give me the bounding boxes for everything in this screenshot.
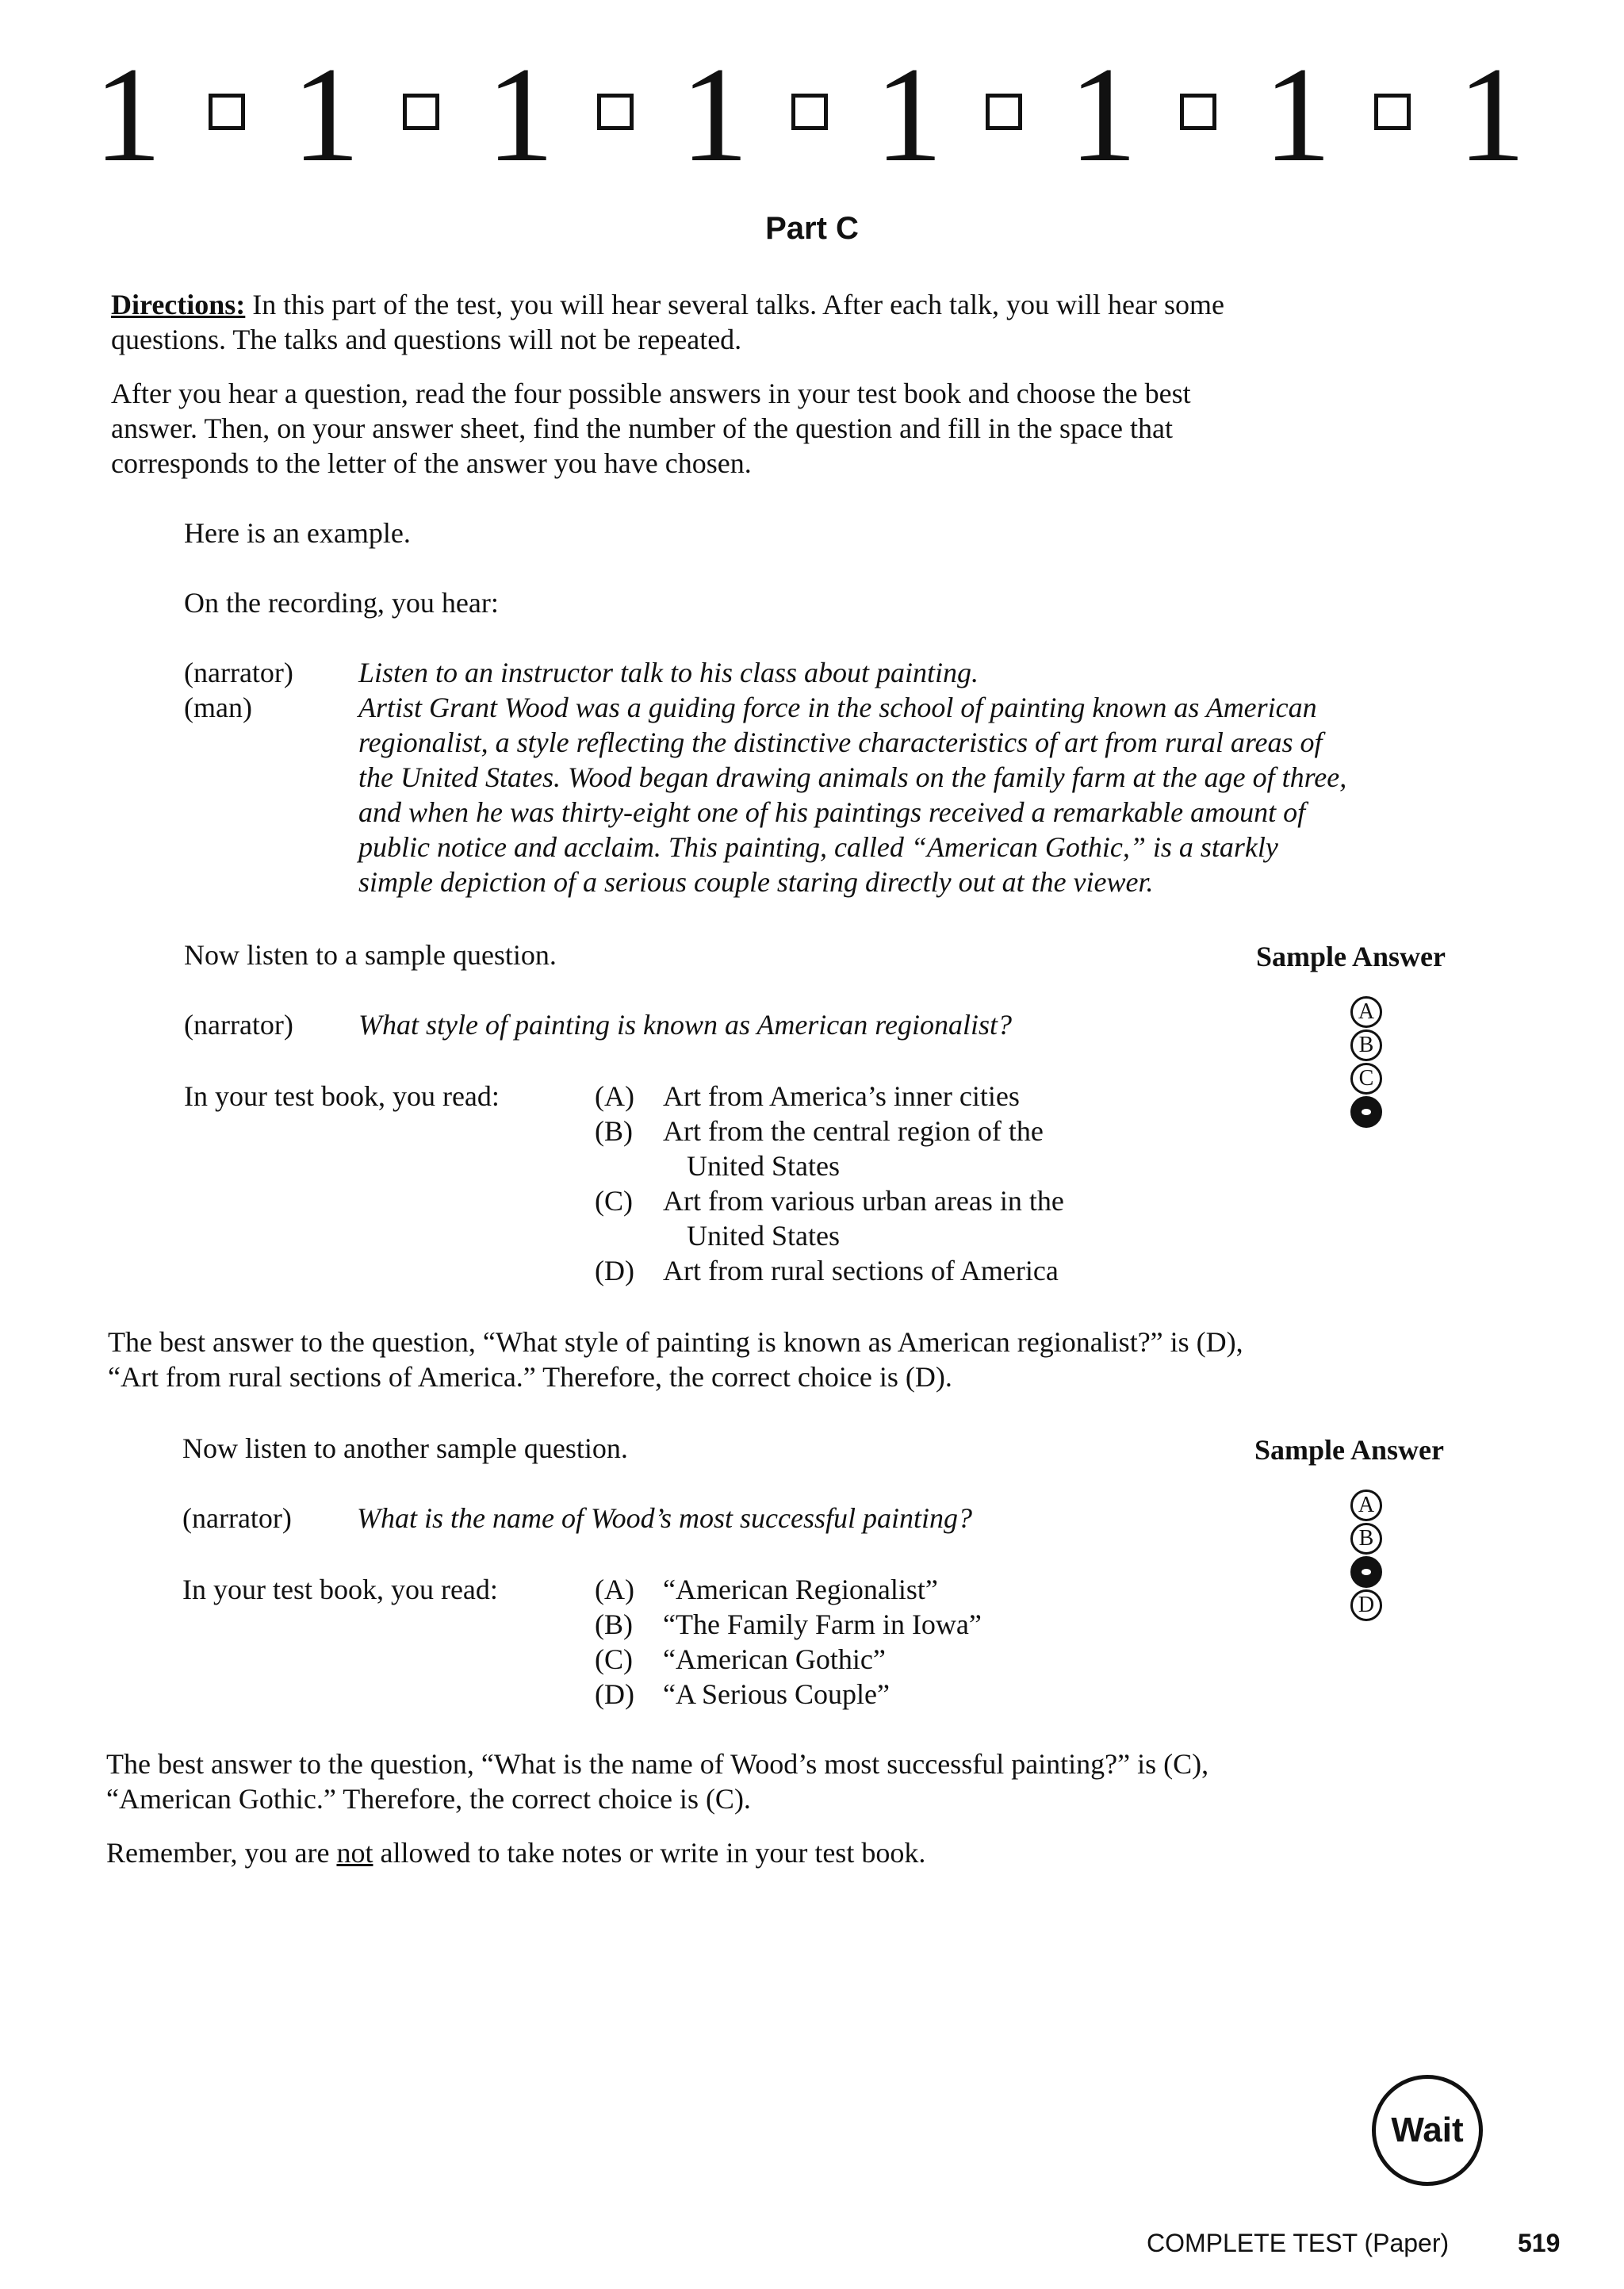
option-letter: (A) bbox=[595, 1080, 634, 1112]
option-text: United States bbox=[687, 1150, 840, 1182]
answer-bubble-b: B bbox=[1350, 1029, 1382, 1061]
answer-bubble-c: C bbox=[1350, 1063, 1382, 1095]
band-digit: 1 bbox=[1263, 40, 1331, 190]
wait-circle: Wait bbox=[1372, 2075, 1483, 2186]
band-box bbox=[1180, 94, 1216, 130]
option-letter: (B) bbox=[595, 1608, 633, 1640]
sample-2-narrator-label: (narrator) bbox=[182, 1502, 292, 1534]
talk-narrator-line: Listen to an instructor talk to his class about painting. bbox=[358, 657, 979, 688]
directions-line-2: questions. The talks and questions will not be repeated. bbox=[111, 324, 742, 355]
talk-man-label: (man) bbox=[184, 692, 252, 723]
option-text: Art from the central region of the bbox=[663, 1115, 1044, 1147]
remember-after: allowed to take notes or write in your test book. bbox=[373, 1837, 926, 1869]
directions-line-1 bbox=[111, 287, 1507, 322]
example-intro: Here is an example. bbox=[184, 517, 411, 549]
answer-bubble-d: D bbox=[1350, 1589, 1382, 1621]
option-letter: (B) bbox=[595, 1115, 633, 1147]
talk-line: simple depiction of a serious couple staring directly out at the viewer. bbox=[358, 866, 1154, 898]
answer-bubble-c-filled bbox=[1350, 1556, 1382, 1588]
page-number: 519 bbox=[1518, 2229, 1561, 2257]
footer-label: COMPLETE TEST (Paper) bbox=[1147, 2229, 1450, 2257]
talk-narrator-label: (narrator) bbox=[184, 657, 293, 688]
band-box bbox=[791, 94, 828, 130]
band-digit: 1 bbox=[486, 40, 554, 190]
header-band bbox=[94, 40, 1526, 190]
sample-2-answer-label: Sample Answer bbox=[1254, 1434, 1445, 1466]
band-box bbox=[986, 94, 1022, 130]
option-text: Art from various urban areas in the bbox=[663, 1185, 1064, 1217]
directions-text: In this part of the test, you will hear several talks. After each talk, you will hear some bbox=[252, 289, 1224, 320]
instructions-line: corresponds to the letter of the answer you have chosen. bbox=[111, 447, 752, 479]
option-text: Art from rural sections of America bbox=[663, 1255, 1059, 1286]
band-digit: 1 bbox=[1069, 40, 1137, 190]
talk-line: regionalist, a style reflecting the distinctive characteristics of art from rural areas of bbox=[358, 727, 1323, 758]
band-box bbox=[403, 94, 439, 130]
option-text: “The Family Farm in Iowa” bbox=[663, 1608, 982, 1640]
option-letter: (A) bbox=[595, 1574, 634, 1605]
sample-2-intro: Now listen to another sample question. bbox=[182, 1432, 628, 1464]
talk-line: public notice and acclaim. This painting, called “American Gothic,” is a starkly bbox=[358, 831, 1278, 863]
directions-label: Directions: bbox=[111, 289, 246, 320]
band-box bbox=[209, 94, 245, 130]
remember-emphasis: not bbox=[336, 1837, 373, 1869]
option-text: “American Regionalist” bbox=[663, 1574, 938, 1605]
talk-line: the United States. Wood began drawing animals on the family farm at the age of three, bbox=[358, 761, 1347, 793]
sample-2-explanation: The best answer to the question, “What is the name of Wood’s most successful painting?” is (C), bbox=[106, 1748, 1209, 1780]
band-digit: 1 bbox=[292, 40, 360, 190]
answer-bubble-a: A bbox=[1350, 1490, 1382, 1521]
sample-1-explanation: The best answer to the question, “What style of painting is known as American regionalist?” is (D), bbox=[108, 1326, 1243, 1358]
remember-before: Remember, you are bbox=[106, 1837, 337, 1869]
band-box bbox=[597, 94, 634, 130]
option-letter: (C) bbox=[595, 1185, 633, 1217]
sample-1-narrator-label: (narrator) bbox=[184, 1009, 293, 1041]
band-digit: 1 bbox=[680, 40, 749, 190]
option-text: “American Gothic” bbox=[663, 1643, 886, 1675]
talk-line: and when he was thirty-eight one of his paintings received a remarkable amount of bbox=[358, 796, 1306, 828]
talk-line: Artist Grant Wood was a guiding force in the school of painting known as American bbox=[358, 692, 1317, 723]
sample-2-explanation: “American Gothic.” Therefore, the correct choice is (C). bbox=[106, 1783, 751, 1815]
option-letter: (D) bbox=[595, 1255, 634, 1286]
option-text: “A Serious Couple” bbox=[663, 1678, 890, 1710]
sample-1-explanation: “Art from rural sections of America.” Therefore, the correct choice is (D). bbox=[108, 1361, 952, 1393]
part-title: Part C bbox=[765, 211, 859, 246]
option-text: United States bbox=[687, 1220, 840, 1252]
recording-intro: On the recording, you hear: bbox=[184, 587, 499, 619]
sample-1-read-label: In your test book, you read: bbox=[184, 1080, 500, 1112]
remember-note bbox=[106, 1835, 1502, 1870]
sample-1-intro: Now listen to a sample question. bbox=[184, 939, 557, 971]
option-text: Art from America’s inner cities bbox=[663, 1080, 1020, 1112]
option-letter: (D) bbox=[595, 1678, 634, 1710]
answer-bubble-b: B bbox=[1350, 1523, 1382, 1555]
answer-bubble-a: A bbox=[1350, 996, 1382, 1028]
band-digit: 1 bbox=[94, 40, 162, 190]
band-digit: 1 bbox=[1457, 40, 1526, 190]
sample-2-question: What is the name of Wood’s most successful painting? bbox=[357, 1502, 972, 1534]
sample-2-read-label: In your test book, you read: bbox=[182, 1574, 498, 1605]
sample-1-question: What style of painting is known as American regionalist? bbox=[358, 1009, 1012, 1041]
instructions-line: After you hear a question, read the four possible answers in your test book and choose the best bbox=[111, 378, 1191, 409]
band-box bbox=[1374, 94, 1411, 130]
option-letter: (C) bbox=[595, 1643, 633, 1675]
instructions-line: answer. Then, on your answer sheet, find the number of the question and fill in the space that bbox=[111, 412, 1173, 444]
answer-bubble-d-filled bbox=[1350, 1096, 1382, 1128]
sample-1-answer-label: Sample Answer bbox=[1256, 941, 1446, 972]
band-digit: 1 bbox=[875, 40, 943, 190]
